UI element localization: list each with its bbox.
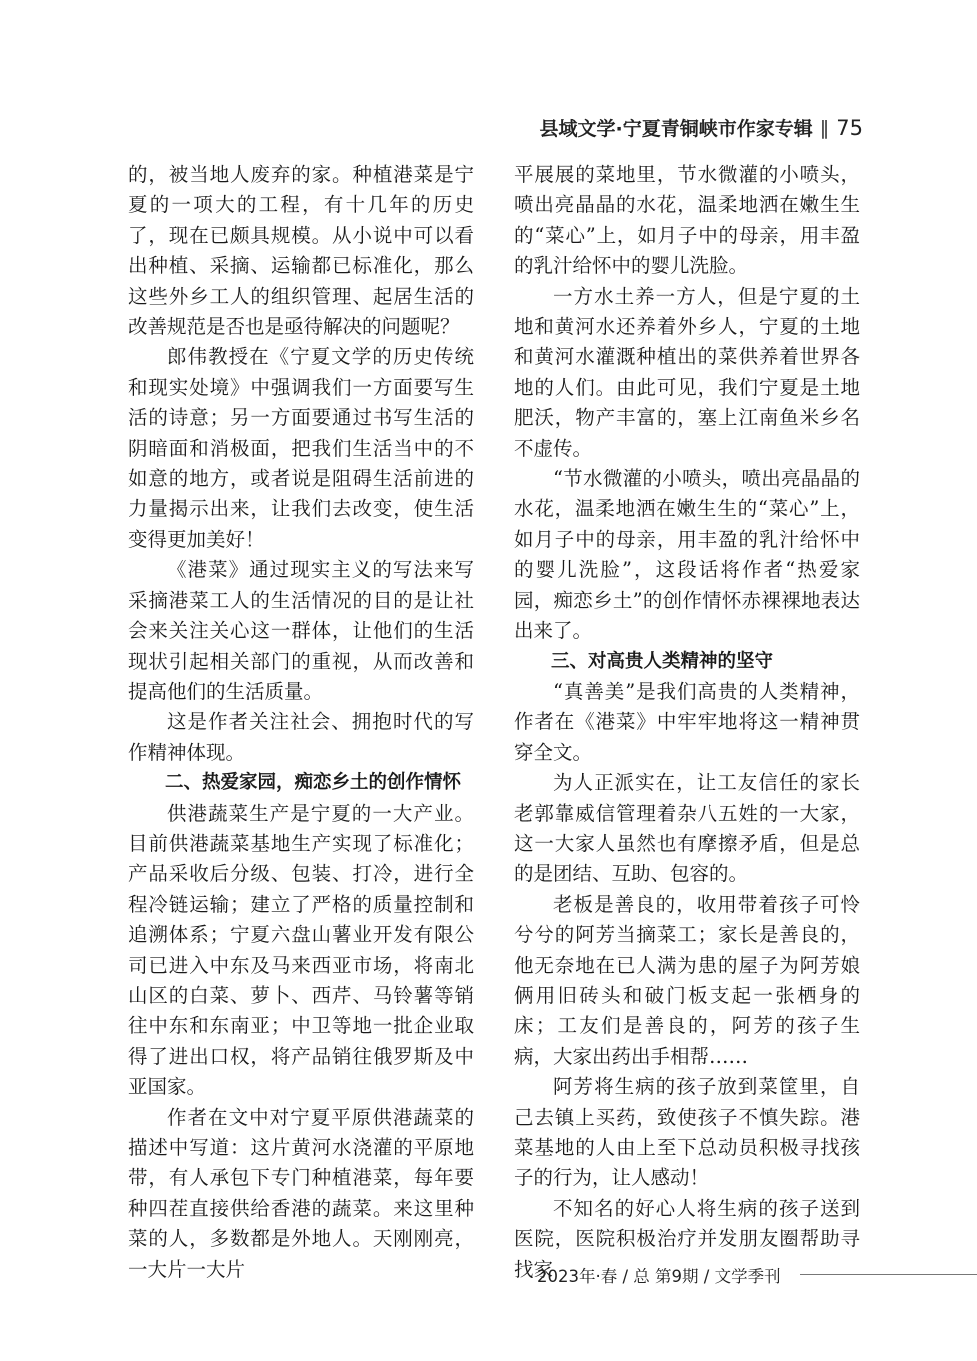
paragraph: 平展展的菜地里，节水微灌的小喷头，喷出亮晶晶的水花，温柔地洒在嫩生生的“菜心”上，如月子中的母亲，用丰盈的乳汁给怀中的婴儿洗脸。 [514, 163, 860, 278]
paragraph: 这是作者关注社会、拥抱时代的写作精神体现。 [128, 710, 474, 764]
paragraph: 郎伟教授在《宁夏文学的历史传统和现实处境》中强调我们一方面要写生活的诗意；另一方面要通过书写生活的阴暗面和消极面，把我们生活当中的不如意的地方，或者说是阻碍生活前进的力量揭示出来，让我们去改变，使生活变得更加美好！ [128, 345, 474, 551]
paragraph: 作者在文中对宁夏平原供港蔬菜的描述中写道：这片黄河水浇灌的平原地带，有人承包下专门种植港菜，每年要种四茬直接供给香港的蔬菜。来这里种菜的人，多数都是外地人。天刚刚亮，一大片一大片 [128, 1105, 474, 1281]
paragraph: 老板是善良的，收用带着孩子可怜兮兮的阿芳当摘菜工；家长是善良的，他无奈地在已人满为患的屋子为阿芳娘俩用旧砖头和破门板支起一张栖身的床；工友们是善良的，阿芳的孩子生病，大家出药出手相帮…… [514, 892, 860, 1068]
left-column [128, 160, 474, 1285]
paragraph: 《港菜》通过现实主义的写法来写采摘港菜工人的生活情况的目的是让社会来关注关心这一群体，让他们的生活现状引起相关部门的重视，从而改善和提高他们的生活质量。 [128, 558, 474, 703]
paragraph: 供港蔬菜生产是宁夏的一大产业。目前供港蔬菜基地生产实现了标准化；产品采收后分级、包装、打冷，进行全程冷链运输；建立了严格的质量控制和追溯体系；宁夏六盘山薯业开发有限公司已进入中东及马来西亚市场，将南北山区的白菜、萝卜、西芹、马铃薯等销往中东和东南亚；中卫等地一批企业取得了进出口权，将产品销往俄罗斯及中亚国家。 [128, 801, 474, 1099]
footer-issue-info: 2023年·春 / 总 第9期 / 文学季刊 [537, 1267, 781, 1286]
running-header [540, 114, 863, 141]
header-title: 县域文学·宁夏青铜峡市作家专辑 [539, 118, 813, 140]
page-number: 75 [836, 115, 863, 140]
paragraph: 阿芳将生病的孩子放到菜筐里，自己去镇上买药，致使孩子不慎失踪。港菜基地的人由上至下总动员积极寻找孩子的行为，让人感动！ [514, 1075, 860, 1190]
section-heading: 三、对高贵人类精神的坚守 [551, 650, 774, 672]
paragraph: 为人正派实在，让工友信任的家长老郭靠威信管理着杂八五姓的一大家，这一大家人虽然也有摩擦矛盾，但是总的是团结、互助、包容的。 [514, 771, 860, 886]
paragraph: 的，被当地人废弃的家。种植港菜是宁夏的一项大的工程，有十几年的历史了，现在已颇具规模。从小说中可以看出种植、采摘、运输都已标准化，那么这些外乡工人的组织管理、起居生活的改善规范是否也是亟待解决的问题呢？ [128, 163, 474, 339]
section-heading: 二、热爱家园，痴恋乡土的创作情怀 [165, 772, 462, 794]
footer-rule [800, 1274, 977, 1275]
paragraph: 一方水土养一方人，但是宁夏的土地和黄河水还养着外乡人，宁夏的土地和黄河水灌溉种植出的菜供养着世界各地的人们。由此可见，我们宁夏是土地肥沃，物产丰富的，塞上江南鱼米乡名不虚传。 [514, 284, 860, 460]
right-column [514, 160, 860, 1285]
paragraph: “节水微灌的小喷头，喷出亮晶晶的水花，温柔地洒在嫩生生的“菜心”上，如月子中的母亲，用丰盈的乳汁给怀中的婴儿洗脸”，这段话将作者“热爱家园，痴恋乡土”的创作情怀赤裸裸地表达出来了。 [514, 467, 860, 643]
header-separator: ‖ [819, 116, 830, 139]
paragraph: 不知名的好心人将生病的孩子送到医院，医院积极治疗并发朋友圈帮助寻找家 [514, 1196, 860, 1281]
paragraph: “真善美”是我们高贵的人类精神，作者在《港菜》中牢牢地将这一精神贯穿全文。 [514, 679, 860, 764]
